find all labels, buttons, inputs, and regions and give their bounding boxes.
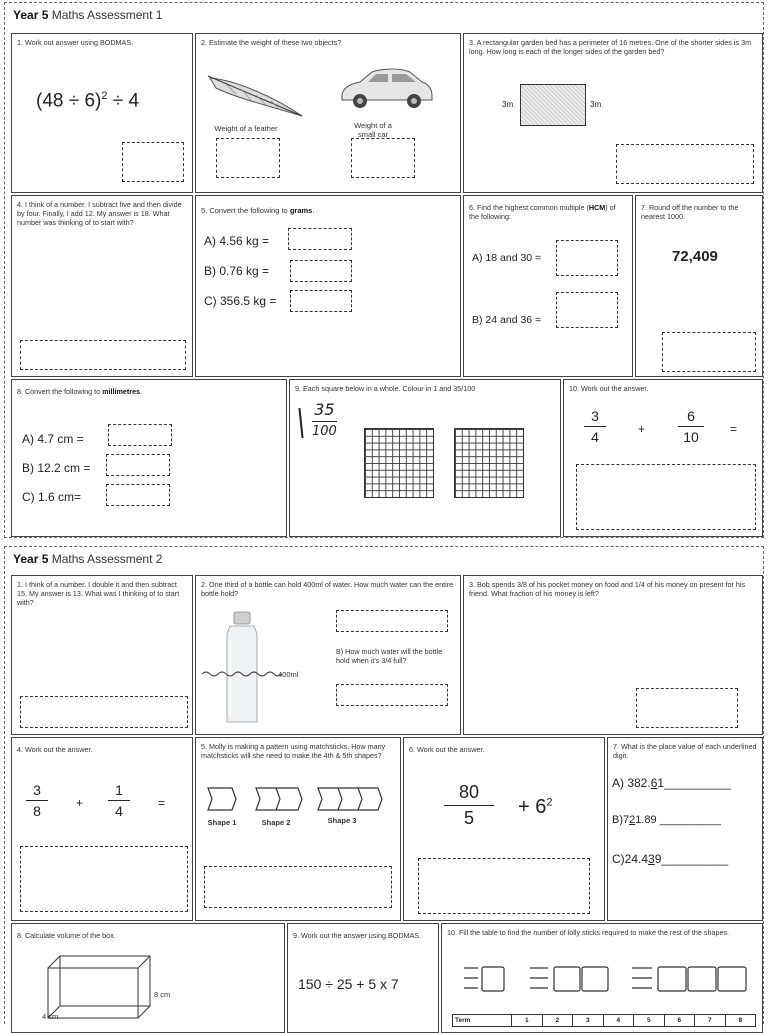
answer-box[interactable] [204,866,392,908]
answer-box[interactable] [20,696,188,728]
answer-box[interactable] [662,332,756,372]
fraction-2: 6 10 [678,408,704,445]
question-3-box [463,575,763,735]
car-answer-box[interactable] [351,138,415,178]
bodmas-expression: 150 ÷ 25 + 5 x 7 [298,976,399,992]
part-a-answer[interactable] [108,424,172,446]
question-text: 6. Work out the answer. [409,745,485,754]
question-text: 10. Fill the table to find the number of lolly sticks required to make the rest of the shapes. [447,928,730,937]
assessment-sheet-1 [4,2,764,538]
term-cell: 7 [695,1015,726,1027]
fraction-1: 3 8 [26,782,48,819]
answer-box-b[interactable] [336,684,448,706]
question-2-box [195,575,461,735]
question-text: 7. Round off the number to the nearest 1000. [641,203,739,221]
answer-box[interactable] [20,340,186,370]
term-header-cell: Term [453,1015,512,1027]
question-text: 9. Each square below in a whole. Colour in 1 and 35/100 [295,384,476,393]
question-6-box [403,737,605,921]
fraction-1: 3 4 [584,408,606,445]
shape-2-label: Shape 2 [261,818,291,827]
feather-answer-box[interactable] [216,138,280,178]
box-diagram [42,950,152,1020]
part-b-label: B) 12.2 cm = [22,461,91,475]
bodmas-expression: $(48 \div 6)^2 \div 4$ [36,90,140,112]
garden-bed-rectangle [520,84,586,126]
term-cell: 6 [664,1015,695,1027]
question-7-box [635,195,763,377]
question-text: 4. Work out the answer. [17,745,93,754]
question-5-box [195,737,401,921]
term-cell: 3 [573,1015,604,1027]
depth-label: 4 cm [42,1012,59,1021]
question-1-box [11,33,193,193]
question-text: 8. Calculate volume of the box. [17,931,116,940]
answer-box[interactable] [576,464,756,530]
part-b-answer[interactable] [106,454,170,476]
question-text: 2. Estimate the weight of these two objects? [201,38,342,47]
part-a-label: A) 382.61__________ [612,776,731,790]
question-text: 8. Convert the following to millimetres. [17,387,143,396]
term-table [452,1014,756,1027]
assessment-sheet-2 [4,546,764,1024]
lolly-shape-3-icon [630,964,758,994]
side-label-left: 3m [502,100,514,109]
hundred-grid-1[interactable] [364,428,434,498]
answer-box[interactable] [616,144,754,184]
question-7-box [607,737,763,921]
matchstick-shape-1-icon [206,786,238,812]
part-c-answer[interactable] [290,290,352,312]
question-6-box [463,195,633,377]
question-1-box [11,575,193,735]
car-icon [336,66,436,112]
squared-term: + $6^2$ [518,796,553,818]
side-label-right: 3m [590,100,602,109]
question-10-box [563,379,763,537]
part-c-label: C)24.439__________ [612,852,729,866]
sheet-title: Year 5 Maths Assessment 1 [13,8,163,22]
matchstick-shape-2-icon [254,786,304,812]
shape-1-label: Shape 1 [207,818,237,827]
bottle-icon [224,610,260,726]
handwritten-mark [298,408,303,438]
handwritten-fraction: 35 100 [312,400,337,439]
number-to-round: 72,409 [672,248,718,265]
sub-question-text: B) How much water will the bottle hold when it's 3/4 full? [336,647,443,665]
question-text: 10. Work out the answer. [569,384,649,393]
matchstick-shape-3-icon [316,786,384,812]
question-8-box [11,379,287,537]
equals-sign: = [730,422,738,436]
sheet-title: Year 5 Maths Assessment 2 [13,552,163,566]
term-cell: 4 [603,1015,634,1027]
lolly-shape-1-icon [462,964,508,994]
equals-sign: = [158,796,166,810]
question-9-box [289,379,561,537]
part-b-label: B) 24 and 36 = [472,314,542,326]
answer-box[interactable] [636,688,738,728]
question-4-box [11,737,193,921]
answer-box[interactable] [20,846,188,912]
question-5-box [195,195,461,377]
lolly-shape-2-icon [528,964,616,994]
question-9-box [287,923,439,1033]
water-level-line [202,670,282,678]
part-c-label: C) 356.5 kg = [204,294,277,308]
part-b-answer[interactable] [290,260,352,282]
hundred-grid-2[interactable] [454,428,524,498]
car-label: Weight of a small car [354,121,392,139]
answer-box[interactable] [122,142,184,182]
feather-label: Weight of a feather [214,124,278,133]
division-fraction: 80 5 [444,782,494,829]
shape-3-label: Shape 3 [327,816,357,825]
part-a-answer[interactable] [556,240,618,276]
part-c-label: C) 1.6 cm= [22,490,82,504]
term-row [453,1015,756,1027]
answer-box[interactable] [418,858,590,914]
part-a-answer[interactable] [288,228,352,250]
question-text: 6. Find the highest common multiple (HCM) of the following: [469,203,616,221]
term-cell: 1 [512,1015,543,1027]
part-c-answer[interactable] [106,484,170,506]
question-text: 1. Work out answer using BODMAS. [17,38,134,47]
part-b-answer[interactable] [556,292,618,328]
fraction-2: 1 4 [108,782,130,819]
question-text: 1. I think of a number. I double it and then subtract 15. My answer is 13. What was I thinking of to start with? [17,580,180,607]
question-text: 3. Bob spends 3/8 of his pocket money on food and 1/4 of his money on present for his friend. What fraction of his money is left? [469,580,746,598]
part-b-label: B) 0.76 kg = [204,264,270,278]
question-4-box [11,195,193,377]
question-text: 4. I think of a number. I subtract five and then divide by four. Finally, I add 12. My answer is 18. What number was thinking of to start with? [17,200,182,227]
term-cell: 8 [725,1015,756,1027]
part-b-label: B)721.89 __________ [612,814,721,826]
question-10-box [441,923,763,1033]
question-8-box [11,923,285,1033]
question-3-box [463,33,763,193]
question-text: 3. A rectangular garden bed has a perimeter of 16 metres. One of the shorter sides is 3m long. How long is each of the longer sides of the garden bed? [469,38,752,56]
question-text: 5. Convert the following to grams. [201,206,315,215]
question-text: 7. What is the place value of each underlined digit. [613,742,757,760]
plus-sign: + [76,796,84,810]
plus-sign: + [638,422,646,436]
question-text: 2. One third of a bottle can hold 400ml of water. How much water can the entire bottle hold? [201,580,454,598]
answer-box-a[interactable] [336,610,448,632]
term-cell: 2 [542,1015,573,1027]
height-label: 8 cm [154,990,171,999]
part-a-label: A) 4.56 kg = [204,234,270,248]
part-a-label: A) 4.7 cm = [22,432,84,446]
feather-icon [206,72,306,120]
term-cell: 5 [634,1015,665,1027]
question-text: 5. Molly is making a pattern using matchsticks. How many matchsticks will she need to make the 4th & 5th shapes? [201,742,386,760]
question-2-box [195,33,461,193]
part-a-label: A) 18 and 30 = [472,252,542,264]
question-text: 9. Work out the answer using BODMAS. [293,931,422,940]
level-mark-label: 400ml [278,670,299,679]
